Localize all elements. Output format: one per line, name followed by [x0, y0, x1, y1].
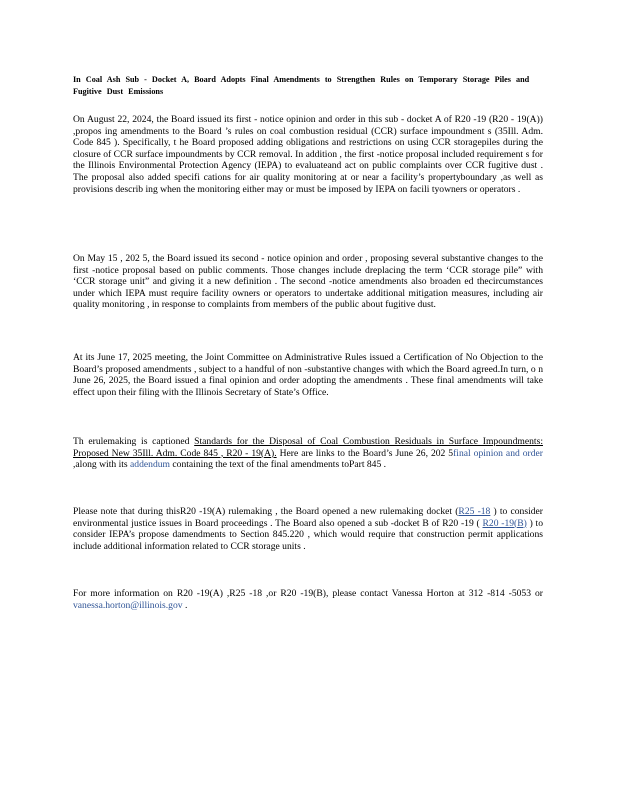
- paragraph-rulemaking-caption: [73, 436, 543, 471]
- dockets-intro-text: Please note that during thisR20 -19(A) rulemaking , the Board opened a new rulemaking docket (: [73, 506, 459, 517]
- dockets-end-text: ) to consider IEPA’s propose damendments to Section 845.220 , which would require that construction permit applications include additional information related to CCR storage units .: [73, 517, 543, 552]
- paragraph-related-dockets: [73, 506, 543, 552]
- paragraph-contact: [73, 588, 543, 611]
- page-title: In Coal Ash Sub - Docket A, Board Adopts Final Amendments to Strengthen Rules on Temporary Storage Piles and Fugitive Dust Emissions: [73, 75, 530, 96]
- final-amendments-text: containing the text of the final amendments toPart 845 .: [170, 459, 387, 471]
- paragraph-second-notice: On May 15 , 202 5, the Board issued its second - notice opinion and order , proposing several substantive changes to the first -notice proposal based on public comments. Those changes include dreplacing the term ‘CCR storage pile” with ‘CCR storage unit” and giving it a new definition . The second -notice amendments also broaden ed thecircumstances under which IEPA must require facility owners or operators to undertake additional mitigation measures, including air quality monitoring , in response to complaints from members of the public about fugitive dust.: [73, 253, 543, 311]
- r20-19b-link[interactable]: R20 -19(B): [482, 517, 527, 529]
- addendum-link[interactable]: addendum: [130, 459, 170, 471]
- paragraph-first-notice: On August 22, 2024, the Board issued its first - notice opinion and order in this sub - docket A of R20 -19 (R20 - 19(A)) ,propos ing amendments to the Board ’s rules on coal combustion residual (CCR) surface impoundment s (35Ill. Adm. Code 845 ). Specifically, t he Board proposed adding obligations and restrictions on using CCR storagepiles during the closure of CCR surface impoundments by CCR removal. In addition , the first -notice proposal included requirement s for the Illinois Environmental Protection Agency (IEPA) to evaluateand act on public complaints over CCR fugitive dust . The proposal also added specifi cations for air quality monitoring at or near a facility’s propertyboundary ,as well as provisions describ ing when the monitoring either may or must be imposed by IEPA on facili tyowners or operators .: [73, 114, 543, 195]
- contact-email-link[interactable]: vanessa.horton@illinois.gov: [73, 599, 183, 611]
- rulemaking-caption: Standards for the Disposal of Coal Combustion Residuals in Surface Impoundments: Proposed New 35Ill. Adm. Code 845 , R20 - 19(A).: [73, 436, 543, 459]
- r25-18-link[interactable]: R25 -18: [458, 506, 491, 517]
- contact-text: For more information on R20 -19(A) ,R25 -18 ,or R20 -19(B), please contact Vanessa Horton at 312 -814 -5053 or: [73, 588, 543, 599]
- contact-end-text: .: [182, 599, 188, 611]
- caption-intro-text: Th erulemaking is captioned: [73, 436, 195, 447]
- paragraph-final-adoption: At its June 17, 2025 meeting, the Joint Committee on Administrative Rules issued a Certification of No Objection to the Board’s proposed amendments , subject to a handful of non -substantive changes with which the Board agreed.In turn, o n June 26, 2025, the Board issued a final opinion and order adopting the amendments . These final amendments will take effect upon their filing with the Illinois Secretary of State’s Office.: [73, 352, 543, 398]
- dockets-middle-text: ) to consider environmental justice issues in Board proceedings . The Board also opened a sub -docket B of R20 -19 (: [73, 506, 543, 529]
- final-opinion-link[interactable]: final opinion and order: [453, 447, 543, 459]
- along-with-text: ,along with its: [73, 459, 131, 471]
- links-intro-text: Here are links to the Board’s June 26, 202 5: [276, 447, 454, 459]
